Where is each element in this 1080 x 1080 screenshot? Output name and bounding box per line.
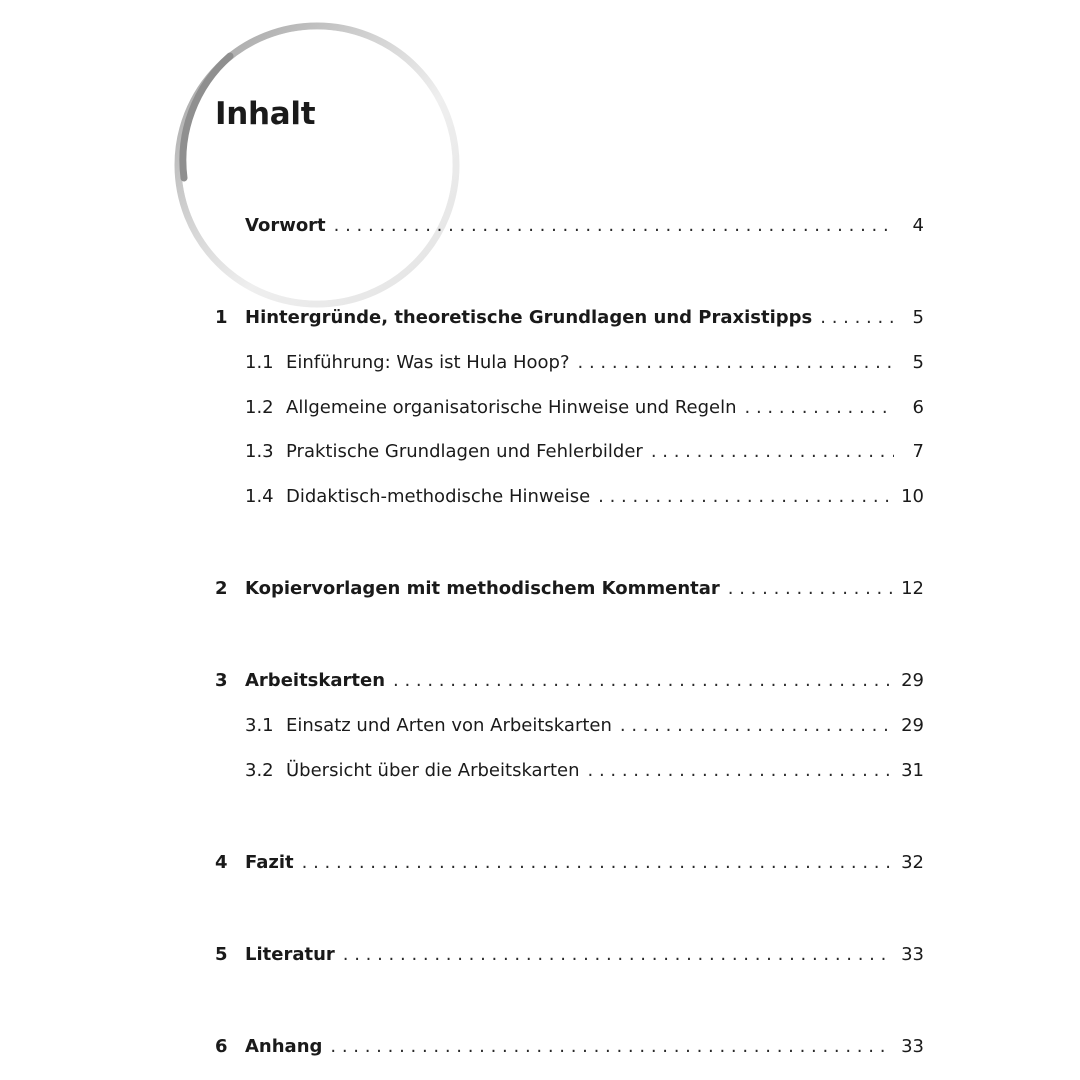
section-number: 3.1 — [245, 715, 274, 736]
toc-page-number: 32 — [901, 852, 924, 873]
toc-page-number: 10 — [901, 486, 924, 507]
toc-page-number: 29 — [901, 670, 924, 691]
toc-entry-vorwort[interactable] — [245, 214, 924, 238]
chapter-number: 6 — [215, 1036, 228, 1057]
toc-entry-title: Didaktisch-methodische Hinweise — [286, 486, 591, 507]
toc-page-number: 29 — [901, 715, 924, 736]
section-number: 1.4 — [245, 486, 274, 507]
toc-entry-title: Einsatz und Arten von Arbeitskarten — [286, 715, 612, 736]
chapter-number: 1 — [215, 307, 228, 328]
dot-leader — [745, 396, 894, 420]
section-number: 3.2 — [245, 760, 274, 781]
dot-leader — [728, 577, 893, 601]
toc-entry-title: Einführung: Was ist Hula Hoop? — [286, 352, 570, 373]
section-number: 1.3 — [245, 441, 274, 462]
dot-leader — [820, 306, 894, 330]
toc-entry-title: Praktische Grundlagen und Fehlerbilder — [286, 441, 643, 462]
page-title: Inhalt — [215, 96, 316, 132]
toc-entry-chapter-6[interactable] — [215, 1035, 924, 1059]
toc-entry-title: Vorwort — [245, 215, 326, 236]
dot-leader — [343, 943, 893, 967]
toc-entry-title: Allgemeine organisatorische Hinweise und Regeln — [286, 397, 737, 418]
toc-entry-section-1-1[interactable] — [245, 351, 924, 375]
toc-entry-chapter-1[interactable] — [215, 306, 924, 330]
toc-entry-chapter-5[interactable] — [215, 943, 924, 967]
toc-entry-section-1-2[interactable] — [245, 396, 924, 420]
toc-entry-section-1-3[interactable] — [245, 440, 924, 464]
toc-entry-title: Literatur — [245, 944, 335, 965]
toc-entry-chapter-4[interactable] — [215, 851, 924, 875]
toc-entry-chapter-2[interactable] — [215, 577, 924, 601]
toc-page-number: 5 — [912, 307, 924, 328]
toc-entry-chapter-3[interactable] — [215, 669, 924, 693]
toc-page-number: 33 — [901, 1036, 924, 1057]
toc-entry-section-1-4[interactable] — [245, 485, 924, 509]
toc-page-number: 31 — [901, 760, 924, 781]
dot-leader — [393, 669, 893, 693]
chapter-number: 4 — [215, 852, 228, 873]
section-number: 1.1 — [245, 352, 274, 373]
dot-leader — [598, 485, 893, 509]
dot-leader — [302, 851, 893, 875]
toc-page-number: 7 — [912, 441, 924, 462]
dot-leader — [330, 1035, 893, 1059]
toc-entry-title: Fazit — [245, 852, 294, 873]
toc-entry-section-3-2[interactable] — [245, 759, 924, 783]
chapter-number: 2 — [215, 578, 228, 599]
toc-entry-title: Kopiervorlagen mit methodischem Kommentar — [245, 578, 720, 599]
toc-page-number: 33 — [901, 944, 924, 965]
toc-entry-section-3-1[interactable] — [245, 714, 924, 738]
toc-entry-title: Anhang — [245, 1036, 323, 1057]
chapter-number: 3 — [215, 670, 228, 691]
dot-leader — [334, 214, 894, 238]
chapter-number: 5 — [215, 944, 228, 965]
dot-leader — [578, 351, 894, 375]
toc-page-number: 4 — [912, 215, 924, 236]
toc-entry-title: Hintergründe, theoretische Grundlagen und Praxistipps — [245, 307, 813, 328]
toc-entry-title: Übersicht über die Arbeitskarten — [286, 760, 580, 781]
section-number: 1.2 — [245, 397, 274, 418]
toc-page-number: 5 — [912, 352, 924, 373]
dot-leader — [651, 440, 894, 464]
toc-entry-title: Arbeitskarten — [245, 670, 386, 691]
dot-leader — [588, 759, 894, 783]
dot-leader — [620, 714, 893, 738]
toc-page-number: 12 — [901, 578, 924, 599]
toc-page-number: 6 — [912, 397, 924, 418]
